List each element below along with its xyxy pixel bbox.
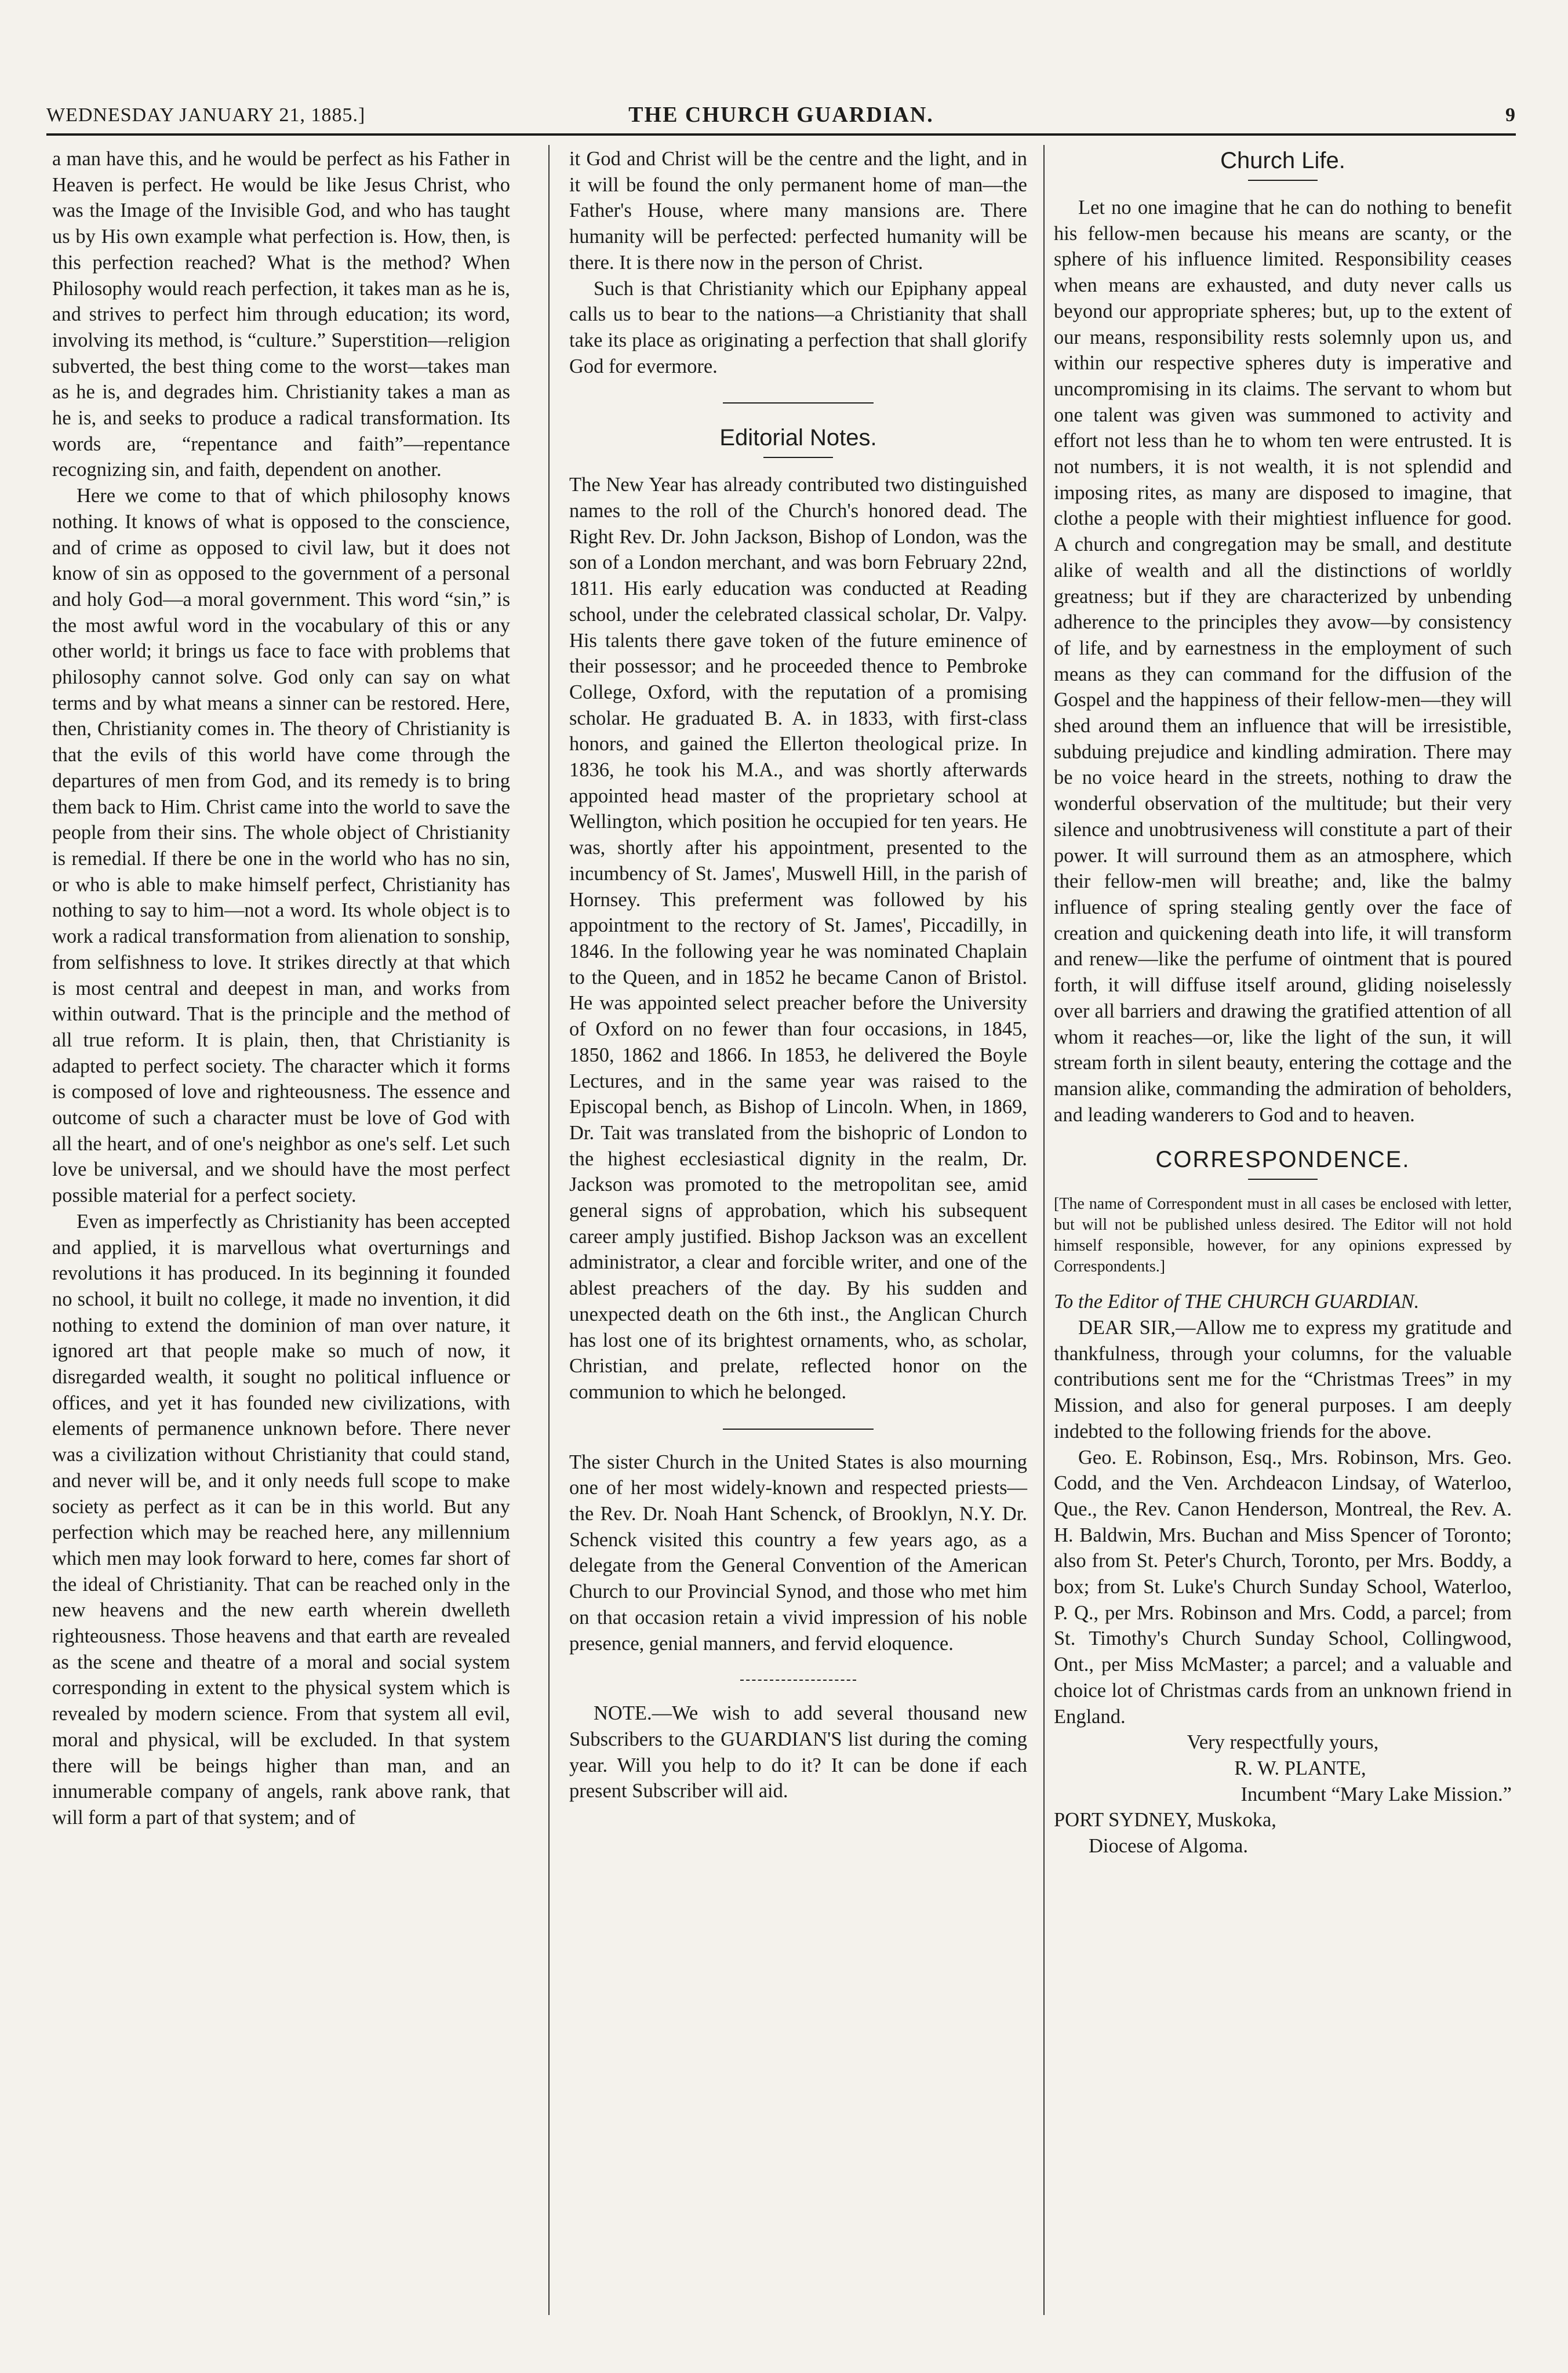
article-paragraph: Here we come to that of which philosophy knows nothing. It knows of what is opposed to the conscience, and of crime as opposed to civil law, but it does not know of sin as opposed to the government of a personal and holy God—a moral government. This word “sin,” is the most awful word in the vocabulary of this or any other world; it brings us face to face with problems that philosophy cannot solve. God only can say on what terms and by what means a sinner can be restored. Here, then, Christianity comes in. The theory of Christianity is that the evils of this world have come through the departures of men from God, and its remedy is to bring them back to Him. Christ came into the world to save the people from their sins. The whole object of Christianity is remedial. If there be one in the world who has no sin, or who is able to make himself perfect, Christianity has nothing to say to him—not a word. Its whole object is to work a radical transformation from alienation to sonship, from selfishness to love. It strikes directly at that which is most central and deepest in man, and works from within outward. That is the principle and the method of all true reform. It is plain, then, that Christianity is adapted to perfect society. The character which it forms is composed of love and righteousness. The essence and outcome of such a character must be love of God with all the heart, and of one's neighbor as one's self. Let such love be universal, and we should have the most perfect possible material for a perfect society.: [52, 485, 510, 1207]
column-1: [52, 146, 510, 1831]
section-separator: [723, 1429, 874, 1430]
editorial-paragraph: The sister Church in the United States is also mourning one of her most widely-known and respected priests—the Rev. Dr. Noah Hant Schenck, of Brooklyn, N.Y. Dr. Schenck visited this country a few years ago, as a delegate from the General Convention of the American Church to our Provincial Synod, and those who met him on that occasion retain a vivid impression of his noble presence, genial manners, and fervid eloquence.: [569, 1451, 1027, 1655]
letter-signoff: Very respectfully yours,: [1187, 1731, 1379, 1754]
letter-paragraph: Geo. E. Robinson, Esq., Mrs. Robinson, Mrs. Geo. Codd, and the Ven. Archdeacon Lindsay, of Waterloo, Que., the Rev. Canon Henderson, Montreal, the Rev. A. H. Baldwin, Mrs. Buchan and Miss Spencer of Toronto; also from St. Peter's Church, Toronto, per Mrs. Boddy, a box; from St. Luke's Church Sunday School, Waterloo, P. Q., per Mrs. Robinson and Mrs. Codd, a parcel; from St. Timothy's Church Sunday School, Collingwood, Ont., per Miss McMaster; a parcel; and a valuable and choice lot of Christmas cards from an unknown friend in England.: [1054, 1446, 1512, 1728]
letter-title: Incumbent “Mary Lake Mission.”: [1240, 1783, 1512, 1805]
page-number: 9: [1505, 104, 1516, 126]
letter-place: PORT SYDNEY, Muskoka,: [1054, 1809, 1276, 1831]
church-life-heading: Church Life.: [1220, 148, 1345, 173]
article-paragraph: a man have this, and he would be perfect as his Father in Heaven is perfect. He would be like Jesus Christ, who was the Image of the Invisible God, and who has taught us by His own example what perfection is. How, then, is this perfection reached? What is the method? When Philosophy would reach perfection, it takes man as he is, and strives to perfect him through education; its word, involving its method, is “culture.” Superstition—religion subverted, the best thing come to the worst—takes man as he is, and degrades him. Christianity takes a man as he is, and seeks to produce a radical transformation. Its words are, “repentance and faith”—repentance recognizing sin, and faith, dependent on another.: [52, 148, 510, 481]
article-paragraph: it God and Christ will be the centre and the light, and in it will be found the only permanent home of man—the Father's House, where many mansions are. There humanity will be perfected: perfected humanity will be there. It is there now in the person of Christ.: [569, 148, 1027, 274]
column-2: [569, 146, 1027, 1804]
church-life-paragraph: Let no one imagine that he can do nothing to benefit his fellow-men because his means are scanty, or the sphere of his influence limited. Responsibility ceases when means are exhausted, and duty never calls us beyond our appropriate spheres; but, up to the extent of our means, responsibility rests solemnly upon us, and within our respective spheres duty is imperative and uncompromising in its claims. The servant to whom but one talent was given was summoned to activity and effort not less than he to whom ten were entrusted. It is not numbers, it is not wealth, it is not splendid and imposing rites, as many are disposed to imagine, that clothe a people with their mightiest influence for good. A church and congregation may be small, and destitute alike of wealth and all the distinctions of worldly greatness; but if they are characterized by unbending adherence to the principles they avow—by consistency of life, and by earnestness in the employment of such means as they can command for the diffusion of the Gospel and the happiness of their fellow-men—they will shed around them an influence that will be irresistible, subduing prejudice and kindling admiration. There may be no voice heard in the streets, nothing to draw the wonderful observation of the multitude; but their very silence and unobtrusiveness will constitute a part of their power. It will surround them as an atmosphere, which their fellow-men will breathe; and, like the balmy influence of spring stealing gently over the face of creation and quickening death into life, it will transform and renew—like the perfume of ointment that is poured forth, it will diffuse itself around, gliding noiselessly over all barriers and drawing the gratified attention of all whom it reaches—or, like the light of the sun, it will stream forth in silent beauty, entering the cottage and the mansion alike, commanding the admiration of beholders, and leading wanderers to God and to heaven.: [1054, 197, 1512, 1126]
masthead-rule: [46, 133, 1516, 136]
correspondence-heading: CORRESPONDENCE.: [1155, 1147, 1410, 1173]
letter-signature: R. W. PLANTE,: [1234, 1757, 1366, 1779]
letter-paragraph: DEAR SIR,—Allow me to express my gratitude and thankfulness, through your columns, for the valuable contributions sent me for the “Christmas Trees” in my Mission, and also for general purposes. I am deeply indebted to the following friends for the above.: [1054, 1317, 1512, 1442]
column-divider: [548, 145, 550, 2315]
editorial-paragraph: The New Year has already contributed two distinguished names to the roll of the Church's honored dead. The Right Rev. Dr. John Jackson, Bishop of London, was the son of a London merchant, and was born February 22nd, 1811. His early education was conducted at Reading school, under the celebrated classical scholar, Dr. Valpy. His talents there gave token of the future eminence of their possessor; and he proceeded thence to Pembroke College, Oxford, with the reputation of a promising scholar. He graduated B. A. in 1833, with first-class honors, and gained the Ellerton theological prize. In 1836, he took his M.A., and was shortly afterwards appointed head master of the proprietary school at Wellington, which position he occupied for ten years. He was, shortly after his appointment, presented to the incumbency of St. James', Muswell Hill, in the parish of Hornsey. This preferment was followed by his appointment to the rectory of St. James', Piccadilly, in 1846. In the following year he was nominated Chaplain to the Queen, and in 1852 he became Canon of Bristol. He was appointed select preacher before the University of Oxford on no fewer than four occasions, in 1845, 1850, 1862 and 1866. In 1853, he delivered the Boyle Lectures, and in the same year was raised to the Episcopal bench, as Bishop of Lincoln. When, in 1869, Dr. Tait was translated from the bishopric of London to the highest ecclesiastical dignity in the realm, Dr. Jackson was promoted to the metropolitan see, amid general signs of approbation, which his subsequent career amply justified. Bishop Jackson was an excellent administrator, a clear and forcible writer, and one of the ablest preachers of the day. By his sudden and unexpected death on the 6th inst., the Anglican Church has lost one of its brightest ornaments, who, as scholar, Christian, and prelate, reflected honor on the communion to which he belonged.: [569, 474, 1027, 1403]
letter-salutation-line: To the Editor of THE CHURCH GUARDIAN.: [1054, 1291, 1420, 1313]
issue-date: WEDNESDAY JANUARY 21, 1885.]: [46, 104, 366, 126]
section-separator: [740, 1680, 856, 1681]
heading-rule: [1248, 1179, 1318, 1180]
letter-diocese: Diocese of Algoma.: [1089, 1835, 1248, 1858]
section-separator: [723, 402, 874, 404]
article-paragraph: Such is that Christianity which our Epiphany appeal calls us to bear to the nations—a Christianity that shall take its place as originating a perfection that shall glorify God for evermore.: [569, 277, 1027, 377]
newspaper-title: THE CHURCH GUARDIAN.: [628, 103, 934, 127]
masthead: [46, 100, 1516, 135]
heading-rule: [1248, 180, 1318, 181]
column-divider: [1043, 145, 1045, 2315]
heading-rule: [763, 457, 833, 458]
subscriber-note: NOTE.—We wish to add several thousand new Subscribers to the GUARDIAN'S list during the coming year. Will you help to do it? It can be done if each present Subscriber will aid.: [569, 1702, 1027, 1803]
column-3: [1054, 146, 1512, 1859]
editorial-notes-heading: Editorial Notes.: [719, 425, 877, 451]
correspondence-notice: [The name of Correspondent must in all cases be enclosed with letter, but will not be published unless desired. The Editor will not hold himself responsible, however, for any opinions expressed by Correspondents.]: [1054, 1195, 1512, 1276]
article-paragraph: Even as imperfectly as Christianity has been accepted and applied, it is marvellous what overturnings and revolutions it has produced. In its beginning it founded no school, it built no college, it made no invention, it did nothing to extend the dominion of man over nature, it ignored art that people make so much of now, it disregarded wealth, it sought no political influence or offices, and yet it has founded new civilizations, with elements of permanence unknown before. There never was a civilization without Christianity that could stand, and never will be, and it only needs full scope to make society as perfect as it can be in this world. But any perfection which may be reached here, any millennium which men may look forward to here, comes far short of the ideal of Christianity. That can be reached only in the new heavens and the new earth wherein dwelleth righteousness. Those heavens and that earth are revealed as the scene and theatre of a moral and social system corresponding in extent to the physical system which is revealed by modern science. From that system all evil, moral and physical, will be excluded. In that system there will be beings higher than man, and an innumerable company of angels, rank above rank, that will form a part of that system; and of: [52, 1210, 510, 1829]
